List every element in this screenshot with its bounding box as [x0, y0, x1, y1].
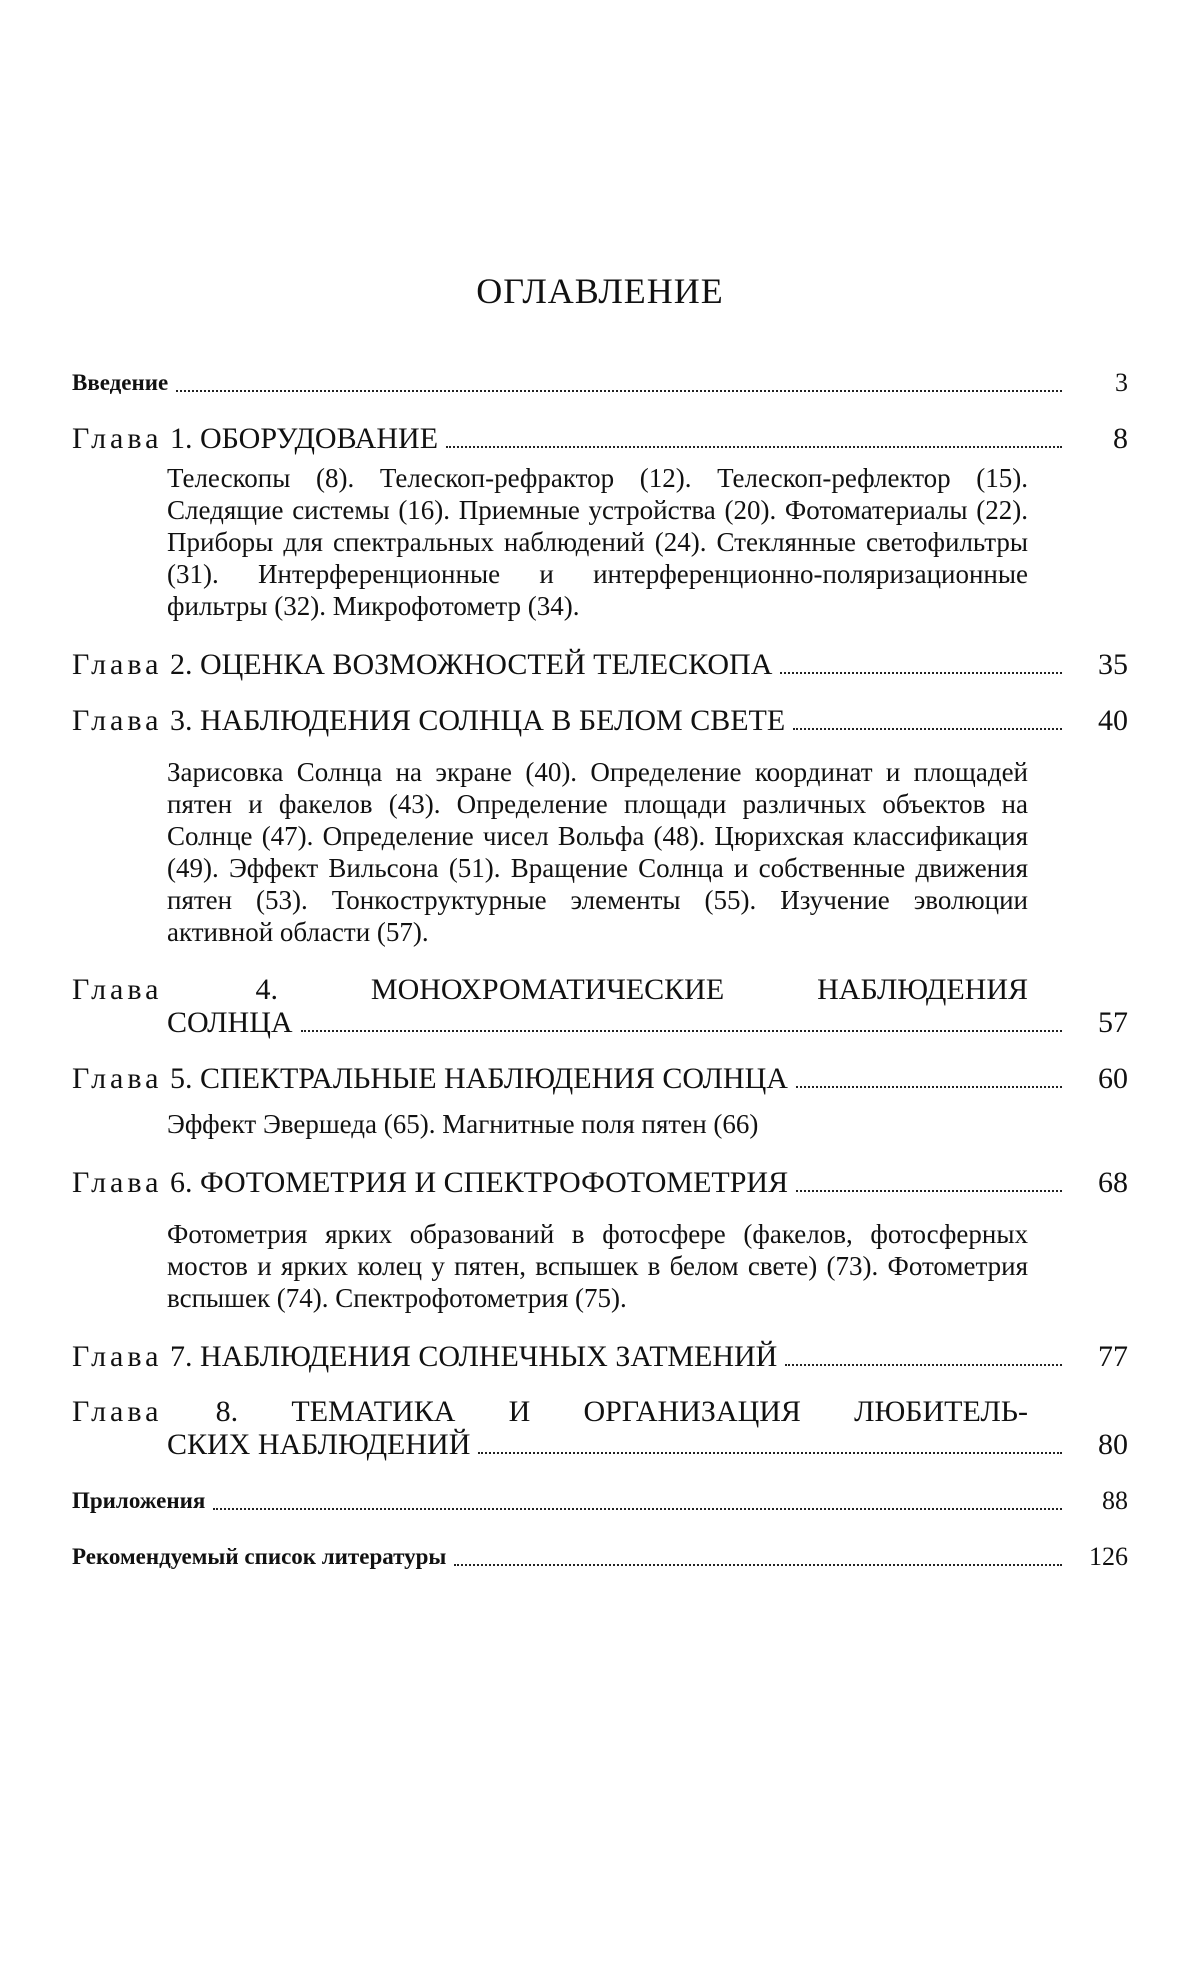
page-number: 68 [1098, 1166, 1128, 1199]
chapter-word: Глава [72, 648, 163, 681]
chapter-title: 5. СПЕКТРАЛЬНЫЕ НАБЛЮДЕНИЯ СОЛНЦА [169, 1062, 788, 1095]
dot-leader [793, 728, 1062, 730]
chapter-title-line-1: 8. ТЕМАТИКА И ОРГАНИЗАЦИЯ ЛЮБИТЕЛЬ- [215, 1395, 1029, 1428]
chapter-title: 6. ФОТОМЕТРИЯ И СПЕКТРОФОТОМЕТРИЯ [169, 1166, 789, 1199]
toc-entry-intro [72, 366, 1128, 400]
toc-title: ОГЛАВЛЕНИЕ [476, 271, 724, 311]
chapter-word: Глава [72, 973, 163, 1006]
chapter-word: Глава [72, 1340, 163, 1373]
toc-entry-appendix [72, 1484, 1128, 1518]
dot-leader [446, 446, 1062, 448]
dot-leader [213, 1508, 1062, 1510]
page-number: 57 [1098, 1006, 1128, 1039]
chapter-title-line-2: СКИХ НАБЛЮДЕНИЙ [167, 1428, 471, 1461]
toc-entry-chapter-8 [72, 1396, 1128, 1462]
toc-page [72, 270, 1128, 1574]
dot-leader [785, 1364, 1062, 1366]
chapter-subsections: Эффект Эвершеда (65). Магнитные поля пятен (66) [167, 1109, 759, 1139]
chapter-subsections: Зарисовка Солнца на экране (40). Определение координат и площадей пятен и факелов (43). Определение площади различных объектов на Солнце (47). Определение чисел Вольфа (48). Цюрихская классификация (49). Эффект Вильсона (51). Вращение Солнца и собственные движения пятен (53). Тонкоструктурные элементы (55). Изучение эволюции активной области (57). [167, 757, 1028, 947]
chapter-title: 7. НАБЛЮДЕНИЯ СОЛНЕЧНЫХ ЗАТМЕНИЙ [169, 1340, 778, 1373]
page-number: 77 [1098, 1340, 1128, 1373]
chapter-title-line-2: СОЛНЦА [167, 1006, 293, 1039]
toc-entry-chapter-7 [72, 1340, 1128, 1374]
dot-leader [301, 1030, 1062, 1032]
page-number: 80 [1098, 1428, 1128, 1461]
page-number: 88 [1102, 1486, 1128, 1515]
toc-entry-chapter-1 [72, 422, 1128, 622]
chapter-title-line-1: 4. МОНОХРОМАТИЧЕСКИЕ НАБЛЮДЕНИЯ [255, 973, 1028, 1006]
chapter-word: Глава [72, 1166, 163, 1199]
dot-leader [176, 390, 1062, 392]
page-number: 35 [1098, 648, 1128, 681]
entry-label: Приложения [72, 1488, 206, 1513]
dot-leader [796, 1190, 1062, 1192]
chapter-subsections: Фотометрия ярких образований в фотосфере (факелов, фотосферных мостов и ярких колец у пятен, вспышек в белом свете) (73). Фотометрия вспышек (74). Спектрофотометрия (75). [167, 1219, 1028, 1313]
chapter-word: Глава [72, 1062, 163, 1095]
page-number: 8 [1113, 422, 1128, 455]
chapter-subsections: Телескопы (8). Телескоп-рефрактор (12). Телескоп-рефлектор (15). Следящие системы (16). Приемные устройства (20). Фотоматериалы (22). Приборы для спектральных наблюдений (24). Стеклянные светофильтры (31). Интерференционные и интерференционно-поляризационные фильтры (32). Микрофотометр (34). [167, 463, 1028, 621]
page-number: 3 [1115, 368, 1128, 397]
dot-leader [454, 1564, 1062, 1566]
entry-label: Введение [72, 370, 169, 395]
page-number: 126 [1089, 1542, 1128, 1571]
dot-leader [780, 672, 1062, 674]
toc-entry-references [72, 1540, 1128, 1574]
chapter-word: Глава [72, 704, 163, 737]
toc-entry-chapter-5 [72, 1062, 1128, 1140]
dot-leader [796, 1086, 1062, 1088]
dot-leader [478, 1452, 1062, 1454]
chapter-title: 3. НАБЛЮДЕНИЯ СОЛНЦА В БЕЛОМ СВЕТЕ [169, 704, 786, 737]
page-number: 40 [1098, 704, 1128, 737]
toc-entry-chapter-3 [72, 704, 1128, 948]
toc-entry-chapter-2 [72, 648, 1128, 682]
chapter-word: Глава [72, 422, 163, 455]
toc-entry-chapter-6 [72, 1166, 1128, 1314]
toc-entry-chapter-4 [72, 974, 1128, 1040]
chapter-title: 2. ОЦЕНКА ВОЗМОЖНОСТЕЙ ТЕЛЕСКОПА [169, 648, 773, 681]
entry-label: Рекомендуемый список литературы [72, 1544, 447, 1569]
page-number: 60 [1098, 1062, 1128, 1095]
chapter-title: 1. ОБОРУДОВАНИЕ [169, 422, 439, 455]
chapter-word: Глава [72, 1395, 163, 1428]
